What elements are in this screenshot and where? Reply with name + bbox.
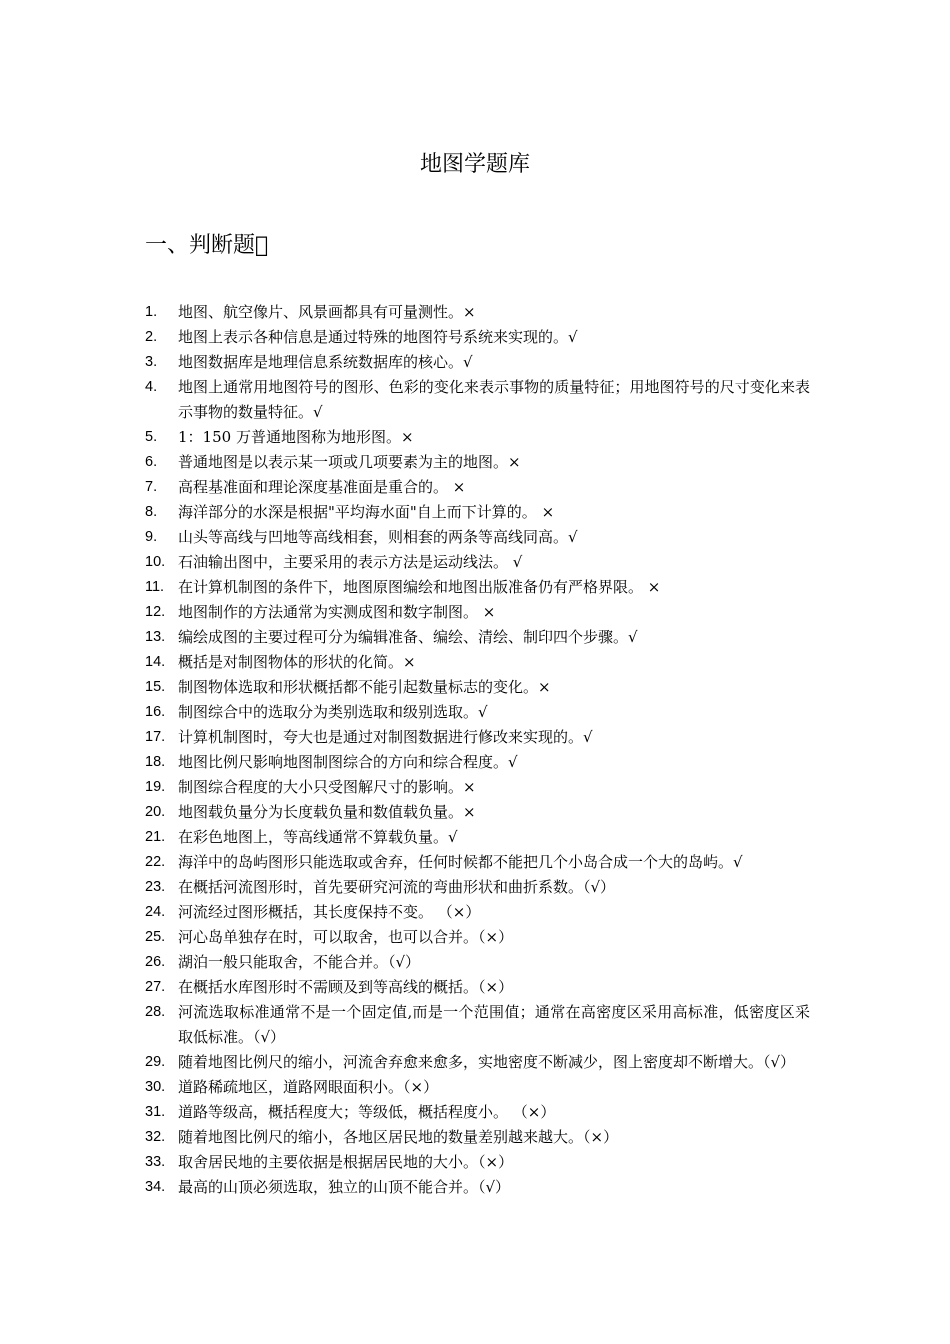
question-number: 8.	[145, 504, 158, 520]
question-text: 取舍居民地的主要依据是根据居民地的大小。（×）	[178, 1153, 514, 1171]
question-text: 海洋部分的水深是根据"平均海水面"自上而下计算的。 ×	[178, 503, 555, 521]
question-item	[0, 950, 950, 975]
question-item	[0, 525, 950, 550]
question-text: 随着地图比例尺的缩小，河流舍弃愈来愈多，实地密度不断减少，图上密度却不断增大。（√）	[178, 1053, 796, 1071]
question-item	[0, 550, 950, 575]
question-item	[0, 625, 950, 650]
question-number: 4.	[145, 379, 158, 395]
question-text: 随着地图比例尺的缩小，各地区居民地的数量差别越来越大。（×）	[178, 1128, 619, 1146]
question-item	[0, 425, 950, 450]
question-item	[0, 925, 950, 950]
question-text: 道路稀疏地区，道路网眼面积小。（×）	[178, 1078, 439, 1096]
question-item	[0, 375, 950, 425]
question-number: 19.	[145, 779, 166, 795]
question-item	[0, 1175, 950, 1200]
question-number: 16.	[145, 704, 166, 720]
question-item	[0, 875, 950, 900]
question-number: 2.	[145, 329, 158, 345]
question-number: 18.	[145, 754, 166, 770]
question-number: 24.	[145, 904, 166, 920]
question-item	[0, 800, 950, 825]
question-text: 山头等高线与凹地等高线相套，则相套的两条等高线同高。√	[178, 528, 578, 546]
question-number: 31.	[145, 1104, 166, 1120]
question-number: 10.	[145, 554, 166, 570]
question-number: 30.	[145, 1079, 166, 1095]
question-item	[0, 675, 950, 700]
question-text: 在概括水库图形时不需顾及到等高线的概括。（×）	[178, 978, 514, 996]
question-number: 20.	[145, 804, 166, 820]
question-text: 海洋中的岛屿图形只能选取或舍弃，任何时候都不能把几个小岛合成一个大的岛屿。√	[178, 853, 743, 871]
question-number: 33.	[145, 1154, 166, 1170]
question-text: 1：150 万普通地图称为地形图。×	[178, 428, 414, 446]
question-text: 河心岛单独存在时，可以取舍，也可以合并。（×）	[178, 928, 514, 946]
question-number: 23.	[145, 879, 166, 895]
question-number: 5.	[145, 429, 158, 445]
question-text: 地图上表示各种信息是通过特殊的地图符号系统来实现的。√	[178, 328, 578, 346]
question-item	[0, 500, 950, 525]
question-number: 14.	[145, 654, 166, 670]
question-text: 编绘成图的主要过程可分为编辑准备、编绘、清绘、制印四个步骤。√	[178, 628, 638, 646]
question-item	[0, 325, 950, 350]
document-title: 地图学题库	[419, 152, 530, 177]
question-item	[0, 900, 950, 925]
question-list	[0, 300, 950, 1200]
question-text: 制图物体选取和形状概括都不能引起数量标志的变化。×	[178, 678, 551, 696]
question-number: 1.	[145, 304, 158, 320]
question-text: 道路等级高，概括程度大；等级低，概括程度小。 （×）	[178, 1103, 556, 1121]
question-number: 25.	[145, 929, 166, 945]
question-text: 湖泊一般只能取舍，不能合并。（√）	[178, 953, 421, 971]
question-item	[0, 775, 950, 800]
question-text: 地图比例尺影响地图制图综合的方向和综合程度。√	[178, 753, 518, 771]
question-text: 地图上通常用地图符号的图形、色彩的变化来表示事物的质量特征；用地图符号的尺寸变化来表示事物的数量特征。√	[178, 378, 810, 421]
question-text: 计算机制图时，夸大也是通过对制图数据进行修改来实现的。√	[178, 728, 593, 746]
question-number: 27.	[145, 979, 166, 995]
question-item	[0, 975, 950, 1000]
question-number: 3.	[145, 354, 158, 370]
question-number: 11.	[145, 579, 165, 595]
question-text: 河流经过图形概括，其长度保持不变。 （×）	[178, 903, 481, 921]
question-text: 最高的山顶必须选取，独立的山顶不能合并。（√）	[178, 1178, 511, 1196]
question-item	[0, 600, 950, 625]
question-number: 15.	[145, 679, 166, 695]
question-text: 高程基准面和理论深度基准面是重合的。 ×	[178, 478, 466, 496]
question-text: 地图载负量分为长度载负量和数值载负量。×	[178, 803, 476, 821]
question-text: 石油输出图中，主要采用的表示方法是运动线法。 √	[178, 553, 523, 571]
question-item	[0, 1050, 950, 1075]
question-number: 26.	[145, 954, 166, 970]
question-item	[0, 350, 950, 375]
question-item	[0, 850, 950, 875]
question-item	[0, 1125, 950, 1150]
question-text: 制图综合中的选取分为类别选取和级别选取。√	[178, 703, 488, 721]
question-text: 概括是对制图物体的形状的化简。×	[178, 653, 416, 671]
question-text: 普通地图是以表示某一项或几项要素为主的地图。×	[178, 453, 521, 471]
question-number: 34.	[145, 1179, 166, 1195]
question-number: 28.	[145, 1004, 166, 1020]
question-text: 在彩色地图上，等高线通常不算载负量。√	[178, 828, 458, 846]
question-number: 32.	[145, 1129, 166, 1145]
question-item	[0, 825, 950, 850]
question-number: 7.	[145, 479, 158, 495]
question-number: 21.	[145, 829, 166, 845]
question-item	[0, 1100, 950, 1125]
question-text: 地图制作的方法通常为实测成图和数字制图。 ×	[178, 603, 496, 621]
question-number: 22.	[145, 854, 166, 870]
question-item	[0, 650, 950, 675]
question-item	[0, 475, 950, 500]
question-item	[0, 750, 950, 775]
question-item	[0, 700, 950, 725]
question-text: 地图、航空像片、风景画都具有可量测性。×	[178, 303, 476, 321]
question-number: 17.	[145, 729, 166, 745]
section-heading: 一、判断题 	[145, 233, 269, 258]
question-number: 9.	[145, 529, 158, 545]
question-item	[0, 1150, 950, 1175]
question-item	[0, 300, 950, 325]
question-item	[0, 1000, 950, 1050]
question-text: 在概括河流图形时，首先要研究河流的弯曲形状和曲折系数。（√）	[178, 878, 616, 896]
question-text: 地图数据库是地理信息系统数据库的核心。√	[178, 353, 473, 371]
question-text: 河流选取标准通常不是一个固定值,而是一个范围值；通常在高密度区采用高标准，低密度区采取低标准。（√）	[178, 1003, 810, 1046]
question-item	[0, 450, 950, 475]
question-number: 12.	[145, 604, 166, 620]
question-item	[0, 575, 950, 600]
question-number: 6.	[145, 454, 158, 470]
question-item	[0, 725, 950, 750]
question-text: 制图综合程度的大小只受图解尺寸的影响。×	[178, 778, 476, 796]
question-number: 13.	[145, 629, 166, 645]
question-number: 29.	[145, 1054, 166, 1070]
question-text: 在计算机制图的条件下，地图原图编绘和地图出版准备仍有严格界限。 ×	[178, 578, 661, 596]
question-item	[0, 1075, 950, 1100]
